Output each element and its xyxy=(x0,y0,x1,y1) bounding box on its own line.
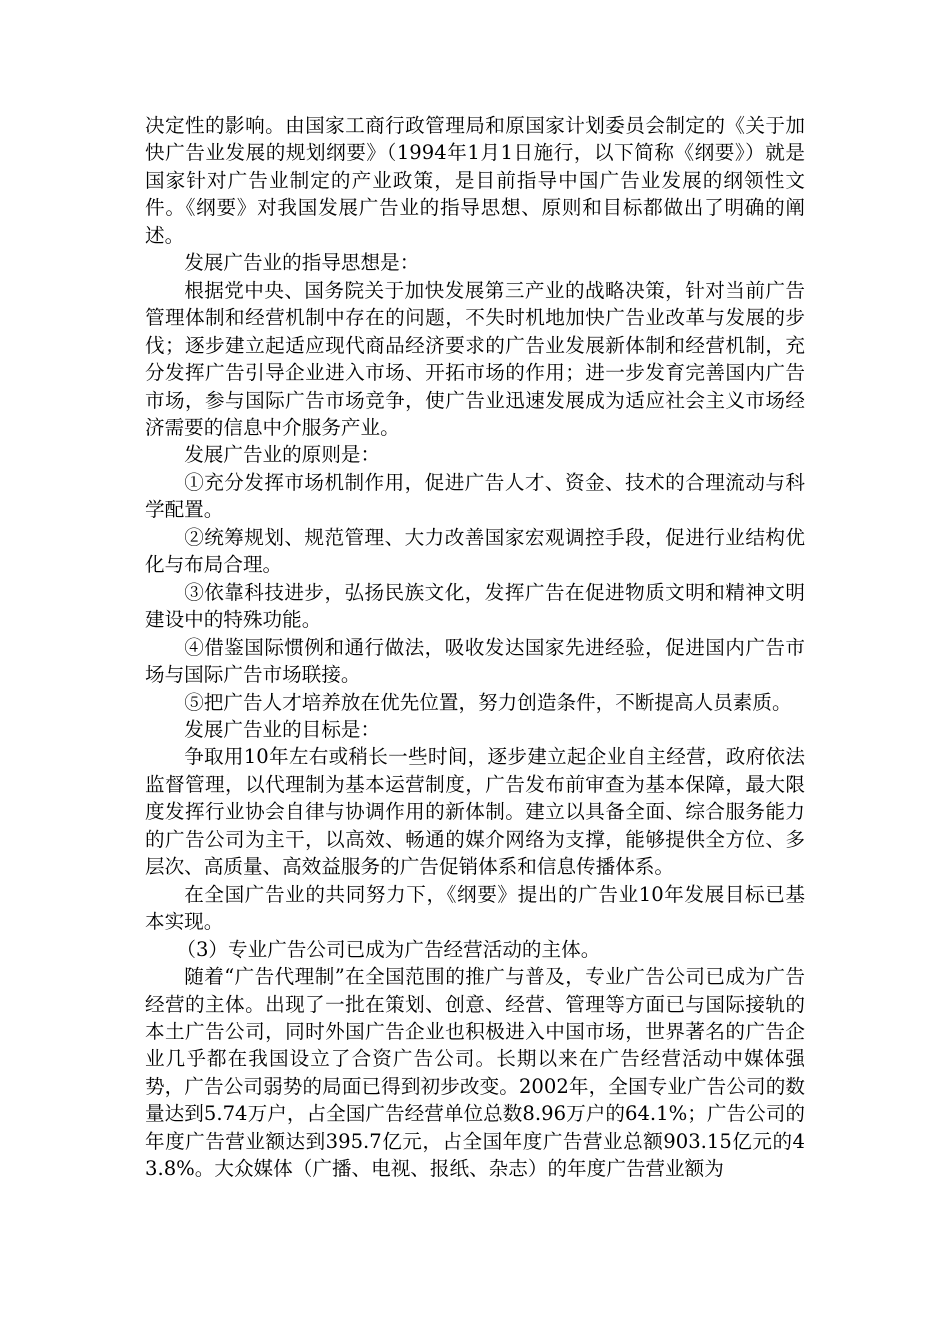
paragraph-goals: 争取用10年左右或稍长一些时间，逐步建立起企业自主经营，政府依法监督管理，以代理制为基本运营制度，广告发布前审查为基本保障，最大限度发挥行业协会自律与协调作用的新体制。建立以具备全面、综合服务能力的广告公司为主干，以高效、畅通的媒介网络为支撑，能够提供全方位、多层次、高质量、高效益服务的广告促销体系和信息传播体系。 xyxy=(145,745,805,879)
paragraph-intro-continued: 决定性的影响。由国家工商行政管理局和原国家计划委员会制定的《关于加快广告业发展的规划纲要》（1994年1月1日施行，以下简称《纲要》）就是国家针对广告业制定的产业政策，是目前指导中国广告业发展的纲领性文件。《纲要》对我国发展广告业的指导思想、原则和目标都做出了明确的阐述。 xyxy=(145,114,805,247)
paragraph-agency-system: 随着“广告代理制”在全国范围的推广与普及，专业广告公司已成为广告经营的主体。出现了一批在策划、创意、经营、管理等方面已与国际接轨的本土广告公司，同时外国广告企业也积极进入中国市场，世界著名的广告企业几乎都在我国设立了合资广告公司。长期以来在广告经营活动中媒体强势，广告公司弱势的局面已得到初步改变。2002年，全国专业广告公司的数量达到5.74万户，占全国广告经营单位总数8.96万户的64.1%；广告公司的年度广告营业额达到395.7亿元，占全国年度广告营业总额903.15亿元的43.8%。大众媒体（广播、电视、报纸、杂志）的年度广告营业额为 xyxy=(145,965,805,1181)
paragraph-principle-3: ③依靠科技进步，弘扬民族文化，发挥广告在促进物质文明和精神文明建设中的特殊功能。 xyxy=(145,580,805,632)
document-body xyxy=(145,112,805,1183)
paragraph-guiding-ideology-heading: 发展广告业的指导思想是： xyxy=(184,251,420,275)
paragraph-principle-1: ①充分发挥市场机制作用，促进广告人才、资金、技术的合理流动与科学配置。 xyxy=(145,470,805,522)
paragraph-principle-4: ④借鉴国际惯例和通行做法，吸收发达国家先进经验，促进国内广告市场与国际广告市场联接。 xyxy=(145,635,805,687)
paragraph-principles-heading: 发展广告业的原则是： xyxy=(184,443,381,467)
section-heading-3: （3）专业广告公司已成为广告经营活动的主体。 xyxy=(176,937,601,961)
paragraph-principle-5: ⑤把广告人才培养放在优先位置，努力创造条件，不断提高人员素质。 xyxy=(184,690,792,714)
paragraph-goals-heading: 发展广告业的目标是： xyxy=(184,717,381,741)
paragraph-guiding-ideology: 根据党中央、国务院关于加快发展第三产业的战略决策，针对当前广告管理体制和经营机制中存在的问题，不失时机地加快广告业改革与发展的步伐；逐步建立起适应现代商品经济要求的广告业发展新体制和经营机制，充分发挥广告引导企业进入市场、开拓市场的作用；进一步发育完善国内广告市场，参与国际广告市场竞争，使广告业迅速发展成为适应社会主义市场经济需要的信息中介服务产业。 xyxy=(145,278,805,439)
paragraph-goals-achieved: 在全国广告业的共同努力下，《纲要》提出的广告业10年发展目标已基本实现。 xyxy=(145,882,805,934)
paragraph-principle-2: ②统筹规划、规范管理、大力改善国家宏观调控手段，促进行业结构优化与布局合理。 xyxy=(145,525,805,577)
